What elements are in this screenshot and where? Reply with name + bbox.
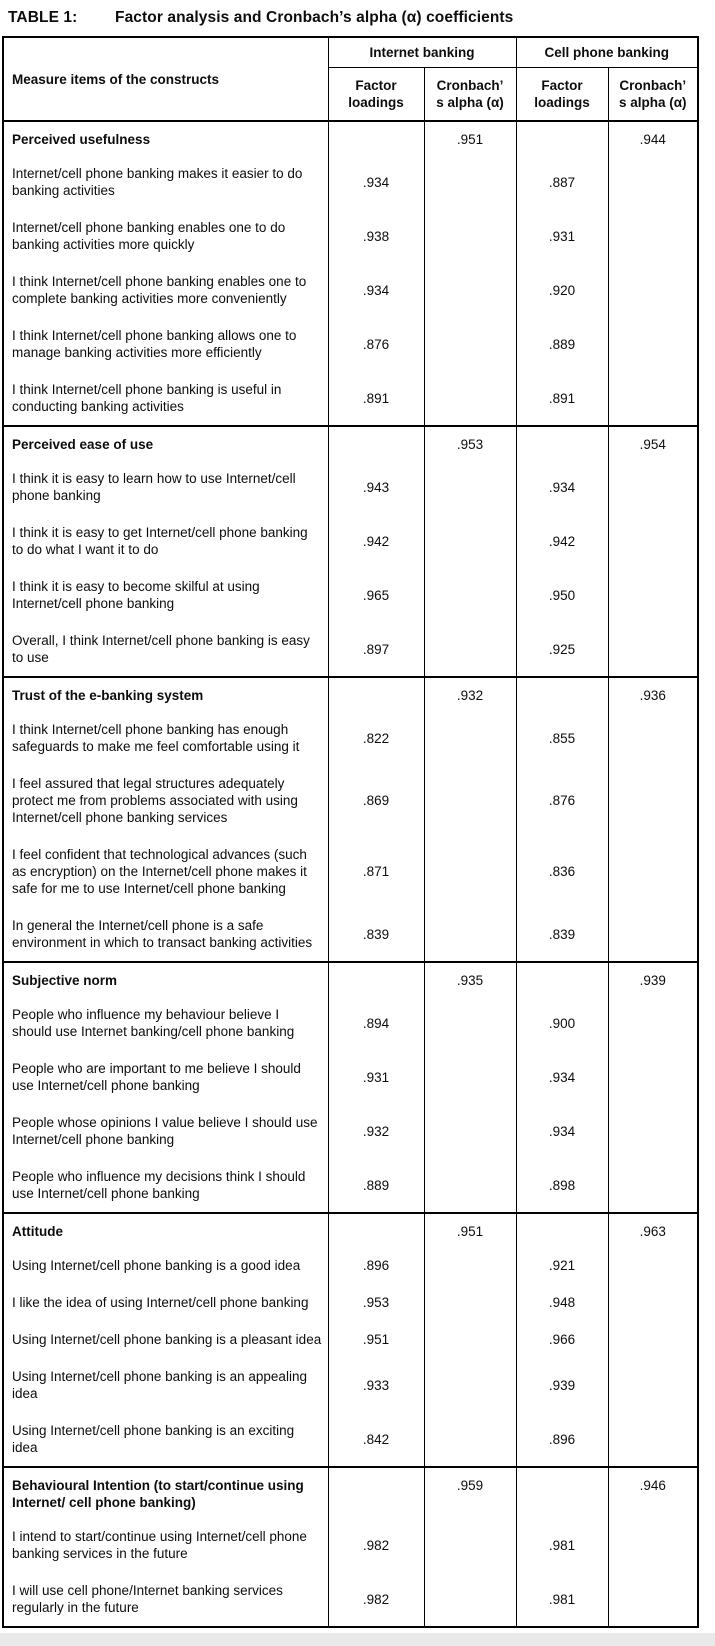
item-loading-ib: .876	[328, 317, 424, 371]
item-text: Internet/cell phone banking makes it easier to do banking activities	[12, 166, 303, 198]
item-alpha-ib-empty	[424, 1572, 516, 1627]
item-alpha-cpb-empty	[608, 155, 698, 209]
item-row	[3, 711, 698, 765]
construct-section	[3, 1213, 698, 1467]
bottom-band	[0, 1633, 715, 1646]
item-alpha-ib-empty	[424, 907, 516, 962]
cronbach-alpha-ib-line1: Cronbach’	[436, 78, 504, 93]
cronbach-alpha-header-cpb	[608, 68, 698, 122]
construct-loading-ib-empty	[328, 962, 424, 996]
construct-name: Subjective norm	[12, 973, 118, 988]
item-alpha-ib-empty	[424, 371, 516, 426]
construct-name: Trust of the e-banking system	[12, 688, 204, 703]
item-loading-ib: .943	[328, 460, 424, 514]
item-row	[3, 907, 698, 962]
construct-loading-cpb-empty	[516, 962, 608, 996]
item-loading-ib: .942	[328, 514, 424, 568]
item-loading-cpb: .900	[516, 996, 608, 1050]
construct-loading-ib-empty	[328, 1213, 424, 1247]
item-loading-cpb: .921	[516, 1247, 608, 1284]
item-loading-cpb: .934	[516, 1104, 608, 1158]
item-alpha-cpb-empty	[608, 1412, 698, 1467]
table-title	[0, 0, 715, 36]
item-alpha-ib-empty	[424, 1518, 516, 1572]
item-row	[3, 996, 698, 1050]
item-alpha-cpb-empty	[608, 209, 698, 263]
item-text: I think it is easy to become skilful at using Internet/cell phone banking	[12, 579, 260, 611]
construct-section	[3, 677, 698, 962]
item-loading-cpb: .887	[516, 155, 608, 209]
item-alpha-ib-empty	[424, 1158, 516, 1213]
construct-alpha-ib: .953	[424, 426, 516, 460]
item-row	[3, 514, 698, 568]
item-row	[3, 209, 698, 263]
item-text: I will use cell phone/Internet banking services regularly in the future	[12, 1583, 283, 1615]
title-label: TABLE 1:	[8, 9, 78, 26]
item-row	[3, 622, 698, 677]
construct-alpha-cpb: .936	[608, 677, 698, 711]
construct-alpha-ib: .959	[424, 1467, 516, 1518]
item-text: Internet/cell phone banking enables one to do banking activities more quickly	[12, 220, 286, 252]
item-alpha-cpb-empty	[608, 711, 698, 765]
construct-section	[3, 121, 698, 426]
construct-loading-cpb-empty	[516, 426, 608, 460]
item-alpha-ib-empty	[424, 1104, 516, 1158]
item-text: I think Internet/cell phone banking allows one to manage banking activities more efficiently	[12, 328, 297, 360]
item-loading-cpb: .981	[516, 1518, 608, 1572]
item-row	[3, 263, 698, 317]
item-text: People who influence my behaviour believe I should use Internet banking/cell phone banking	[12, 1007, 295, 1039]
item-loading-cpb: .889	[516, 317, 608, 371]
item-loading-cpb: .876	[516, 765, 608, 836]
construct-name: Behavioural Intention (to start/continue using Internet/ cell phone banking)	[12, 1478, 304, 1510]
construct-section	[3, 1467, 698, 1627]
item-alpha-ib-empty	[424, 263, 516, 317]
construct-name: Perceived ease of use	[12, 437, 154, 452]
construct-row	[3, 1467, 698, 1518]
item-row	[3, 460, 698, 514]
item-alpha-ib-empty	[424, 1321, 516, 1358]
item-loading-ib: .938	[328, 209, 424, 263]
item-alpha-ib-empty	[424, 1284, 516, 1321]
item-loading-ib: .871	[328, 836, 424, 907]
item-text: People who influence my decisions think I should use Internet/cell phone banking	[12, 1169, 306, 1201]
item-alpha-cpb-empty	[608, 263, 698, 317]
item-alpha-cpb-empty	[608, 907, 698, 962]
item-row	[3, 1321, 698, 1358]
construct-alpha-ib: .951	[424, 1213, 516, 1247]
factor-analysis-table	[2, 36, 699, 1628]
item-row	[3, 317, 698, 371]
item-text: I intend to start/continue using Internet/cell phone banking services in the future	[12, 1529, 307, 1561]
construct-row	[3, 962, 698, 996]
item-loading-ib: .982	[328, 1572, 424, 1627]
item-loading-ib: .842	[328, 1412, 424, 1467]
item-text: I think it is easy to learn how to use Internet/cell phone banking	[12, 471, 296, 503]
item-loading-cpb: .855	[516, 711, 608, 765]
item-row	[3, 568, 698, 622]
item-loading-ib: .965	[328, 568, 424, 622]
item-text: I feel assured that legal structures adequately protect me from problems associated with using Internet/cell phone banking services	[12, 776, 298, 825]
item-loading-cpb: .981	[516, 1572, 608, 1627]
item-loading-cpb: .939	[516, 1358, 608, 1412]
item-loading-ib: .951	[328, 1321, 424, 1358]
construct-alpha-cpb: .944	[608, 121, 698, 155]
construct-row	[3, 121, 698, 155]
construct-loading-cpb-empty	[516, 1213, 608, 1247]
item-alpha-cpb-empty	[608, 1050, 698, 1104]
cronbach-alpha-header-ib	[424, 68, 516, 122]
construct-loading-ib-empty	[328, 121, 424, 155]
item-text: I think Internet/cell phone banking is useful in conducting banking activities	[12, 382, 282, 414]
item-alpha-cpb-empty	[608, 996, 698, 1050]
item-loading-ib: .896	[328, 1247, 424, 1284]
item-loading-cpb: .898	[516, 1158, 608, 1213]
item-row	[3, 765, 698, 836]
item-alpha-cpb-empty	[608, 1321, 698, 1358]
item-alpha-ib-empty	[424, 514, 516, 568]
item-row	[3, 1050, 698, 1104]
item-loading-ib: .897	[328, 622, 424, 677]
item-alpha-cpb-empty	[608, 1158, 698, 1213]
item-loading-cpb: .966	[516, 1321, 608, 1358]
item-alpha-ib-empty	[424, 1247, 516, 1284]
item-loading-cpb: .891	[516, 371, 608, 426]
item-alpha-ib-empty	[424, 1050, 516, 1104]
item-row	[3, 155, 698, 209]
construct-alpha-cpb: .946	[608, 1467, 698, 1518]
item-loading-ib: .931	[328, 1050, 424, 1104]
item-alpha-ib-empty	[424, 1412, 516, 1467]
construct-loading-cpb-empty	[516, 1467, 608, 1518]
item-text: In general the Internet/cell phone is a safe environment in which to transact banking activities	[12, 918, 313, 950]
item-loading-cpb: .925	[516, 622, 608, 677]
item-loading-cpb: .934	[516, 1050, 608, 1104]
item-alpha-ib-empty	[424, 155, 516, 209]
item-alpha-ib-empty	[424, 765, 516, 836]
construct-row	[3, 426, 698, 460]
item-loading-cpb: .839	[516, 907, 608, 962]
item-alpha-ib-empty	[424, 836, 516, 907]
item-loading-cpb: .942	[516, 514, 608, 568]
item-text: I like the idea of using Internet/cell phone banking	[12, 1295, 309, 1310]
factor-loadings-header-ib: Factor loadings	[328, 68, 424, 122]
item-alpha-cpb-empty	[608, 1284, 698, 1321]
item-loading-ib: .953	[328, 1284, 424, 1321]
item-loading-cpb: .920	[516, 263, 608, 317]
item-row	[3, 371, 698, 426]
factor-loadings-header-cpb: Factor loadings	[516, 68, 608, 122]
item-loading-ib: .933	[328, 1358, 424, 1412]
item-alpha-cpb-empty	[608, 514, 698, 568]
item-row	[3, 1518, 698, 1572]
item-text: I think Internet/cell phone banking enables one to complete banking activities more conveniently	[12, 274, 307, 306]
item-alpha-ib-empty	[424, 209, 516, 263]
construct-loading-ib-empty	[328, 1467, 424, 1518]
item-alpha-ib-empty	[424, 317, 516, 371]
table-header	[3, 37, 698, 121]
item-text: People who are important to me believe I should use Internet/cell phone banking	[12, 1061, 301, 1093]
construct-alpha-ib: .935	[424, 962, 516, 996]
item-alpha-cpb-empty	[608, 568, 698, 622]
item-loading-ib: .982	[328, 1518, 424, 1572]
item-loading-cpb: .836	[516, 836, 608, 907]
item-row	[3, 836, 698, 907]
item-loading-ib: .934	[328, 155, 424, 209]
item-text: I feel confident that technological advances (such as encryption) on the Internet/cell phone makes it safe for me to use Internet/cell phone banking	[12, 847, 307, 896]
construct-name: Attitude	[12, 1224, 63, 1239]
item-alpha-cpb-empty	[608, 460, 698, 514]
item-text: Using Internet/cell phone banking is a good idea	[12, 1258, 301, 1273]
construct-loading-cpb-empty	[516, 121, 608, 155]
cronbach-alpha-cpb-line1: Cronbach’	[619, 78, 687, 93]
item-row	[3, 1158, 698, 1213]
item-loading-ib: .934	[328, 263, 424, 317]
item-loading-cpb: .931	[516, 209, 608, 263]
item-row	[3, 1284, 698, 1321]
cronbach-alpha-cpb-line2: s alpha (α)	[618, 95, 687, 110]
construct-section	[3, 426, 698, 677]
item-alpha-ib-empty	[424, 568, 516, 622]
item-loading-cpb: .950	[516, 568, 608, 622]
item-alpha-cpb-empty	[608, 1104, 698, 1158]
group-header-internet-banking: Internet banking	[328, 37, 516, 68]
item-alpha-cpb-empty	[608, 371, 698, 426]
construct-row	[3, 1213, 698, 1247]
item-row	[3, 1572, 698, 1627]
item-row	[3, 1358, 698, 1412]
item-row	[3, 1247, 698, 1284]
item-alpha-cpb-empty	[608, 622, 698, 677]
construct-alpha-ib: .932	[424, 677, 516, 711]
item-loading-ib: .894	[328, 996, 424, 1050]
item-alpha-cpb-empty	[608, 765, 698, 836]
construct-loading-ib-empty	[328, 677, 424, 711]
item-text: I think it is easy to get Internet/cell phone banking to do what I want it to do	[12, 525, 308, 557]
item-text: Using Internet/cell phone banking is an appealing idea	[12, 1369, 307, 1401]
item-loading-cpb: .896	[516, 1412, 608, 1467]
construct-name: Perceived usefulness	[12, 132, 151, 147]
item-alpha-ib-empty	[424, 711, 516, 765]
construct-loading-ib-empty	[328, 426, 424, 460]
item-alpha-cpb-empty	[608, 1247, 698, 1284]
item-alpha-cpb-empty	[608, 1358, 698, 1412]
title-text: Factor analysis and Cronbach’s alpha (α) coefficients	[115, 9, 514, 26]
item-text: People whose opinions I value believe I should use Internet/cell phone banking	[12, 1115, 318, 1147]
item-text: I think Internet/cell phone banking has enough safeguards to make me feel comfortable using it	[12, 722, 300, 754]
item-alpha-ib-empty	[424, 460, 516, 514]
item-loading-ib: .839	[328, 907, 424, 962]
group-header-cell-phone-banking: Cell phone banking	[516, 37, 698, 68]
construct-section	[3, 962, 698, 1213]
cronbach-alpha-ib-line2: s alpha (α)	[436, 95, 504, 110]
item-alpha-cpb-empty	[608, 1572, 698, 1627]
item-alpha-cpb-empty	[608, 836, 698, 907]
item-loading-ib: .891	[328, 371, 424, 426]
item-row	[3, 1412, 698, 1467]
item-alpha-ib-empty	[424, 622, 516, 677]
item-loading-ib: .889	[328, 1158, 424, 1213]
item-alpha-ib-empty	[424, 1358, 516, 1412]
item-loading-ib: .822	[328, 711, 424, 765]
item-alpha-cpb-empty	[608, 317, 698, 371]
item-text: Overall, I think Internet/cell phone banking is easy to use	[12, 633, 310, 665]
construct-alpha-ib: .951	[424, 121, 516, 155]
construct-alpha-cpb: .963	[608, 1213, 698, 1247]
item-alpha-ib-empty	[424, 996, 516, 1050]
construct-row	[3, 677, 698, 711]
measure-items-header: Measure items of the constructs	[3, 37, 328, 121]
group-header-row	[3, 37, 698, 68]
item-text: Using Internet/cell phone banking is a pleasant idea	[12, 1332, 322, 1347]
item-alpha-cpb-empty	[608, 1518, 698, 1572]
item-row	[3, 1104, 698, 1158]
construct-alpha-cpb: .954	[608, 426, 698, 460]
item-loading-cpb: .948	[516, 1284, 608, 1321]
item-loading-ib: .869	[328, 765, 424, 836]
item-loading-ib: .932	[328, 1104, 424, 1158]
item-loading-cpb: .934	[516, 460, 608, 514]
construct-alpha-cpb: .939	[608, 962, 698, 996]
item-text: Using Internet/cell phone banking is an exciting idea	[12, 1423, 295, 1455]
construct-loading-cpb-empty	[516, 677, 608, 711]
